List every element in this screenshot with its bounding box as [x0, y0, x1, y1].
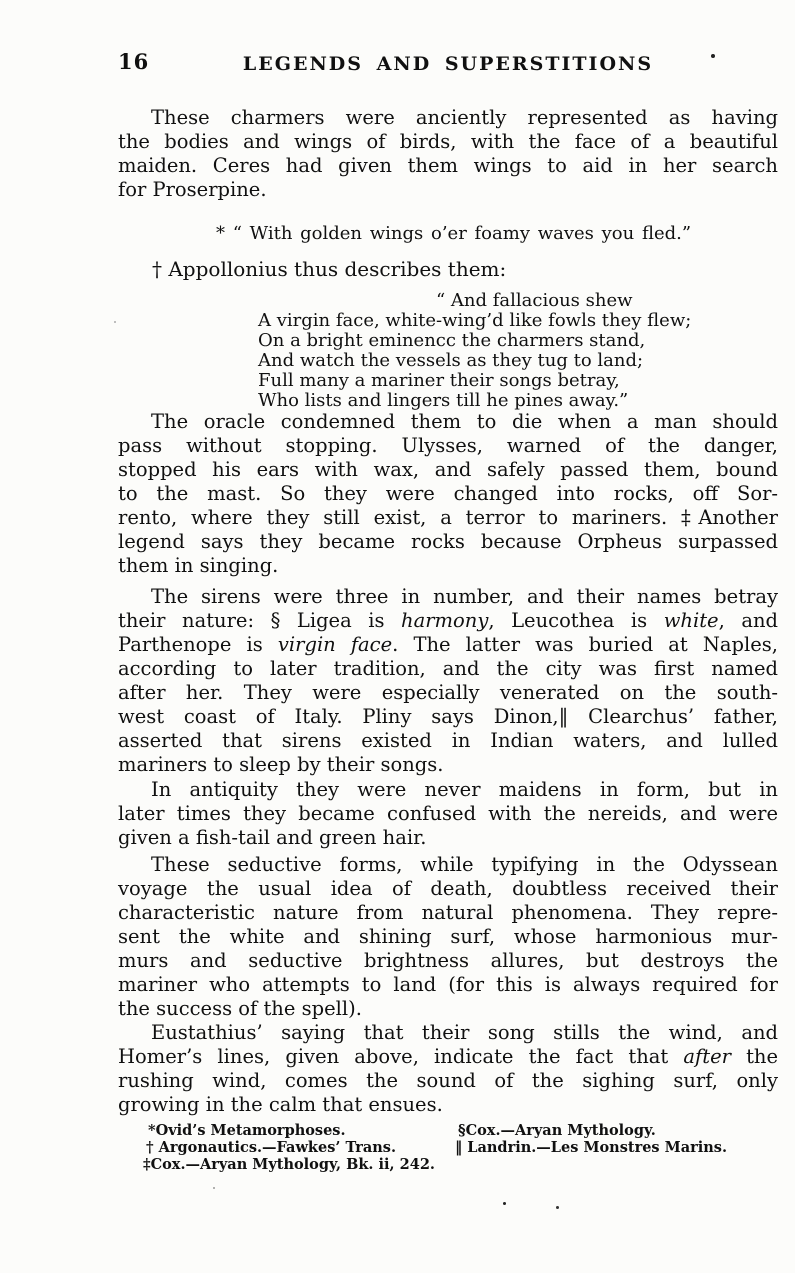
scan-artifact-dot — [503, 1202, 506, 1205]
appollonius-lead-in — [118, 256, 778, 282]
text-line: given a fish-tail and green hair. — [118, 826, 427, 849]
text-line: growing in the calm that ensues. — [118, 1093, 443, 1116]
footnote-double-dagger: ‡Cox.—Aryan Mythology, Bk. ii, 242. — [143, 1156, 435, 1173]
text-line: In antiquity they were never maidens in form, but in — [151, 778, 778, 801]
scan-artifact-dot — [711, 54, 715, 58]
text-line: later times they became confused with the nereids, and were — [118, 802, 778, 825]
text-line: Parthenope is virgin face. The latter was buried at Naples, — [118, 633, 779, 656]
running-title: LEGENDS AND SUPERSTITIONS — [242, 53, 654, 75]
text-line: for Proserpine. — [118, 178, 267, 201]
text-line: Eustathius’ saying that their song stills the wind, and — [151, 1021, 778, 1044]
paragraph-3 — [118, 585, 778, 777]
paragraph-5 — [118, 853, 778, 1021]
text-line: west coast of Italy. Pliny says Dinon,‖ Clearchus’ father, — [118, 705, 778, 728]
poem-block — [258, 291, 778, 411]
text-line: according to later tradition, and the city was first named — [118, 657, 778, 680]
text-line: rento, where they still exist, a terror to mariners. ‡Another — [118, 506, 778, 529]
scan-artifact-dot — [213, 1187, 215, 1189]
text-line: voyage the usual idea of death, doubtless received their — [118, 877, 778, 900]
text-line: rushing wind, comes the sound of the sighing surf, only — [118, 1069, 778, 1092]
scan-artifact-dot — [114, 321, 116, 323]
poem-line: On a bright eminencc the charmers stand, — [258, 330, 646, 351]
footnote-asterisk: *Ovid’s Metamorphoses. — [148, 1122, 346, 1139]
text-line: pass without stopping. Ulysses, warned of the danger, — [118, 434, 778, 457]
text-line: The oracle condemned them to die when a man should — [151, 410, 778, 433]
text-line: after her. They were especially venerated on the south- — [118, 681, 778, 704]
poem-line: Full many a mariner their songs betray, — [258, 370, 620, 391]
paragraph-2 — [118, 410, 778, 578]
paragraph-6 — [118, 1021, 778, 1117]
paragraph-4 — [118, 778, 778, 850]
text-line: mariner who attempts to land (for this is always required for — [118, 973, 778, 996]
paragraph-1 — [118, 106, 778, 202]
poem-line: Who lists and lingers till he pines away.” — [258, 390, 629, 411]
text-line: to the mast. So they were changed into rocks, off Sor- — [118, 482, 778, 505]
text-line: the bodies and wings of birds, with the face of a beautiful — [118, 130, 778, 153]
footnote-dagger: † Argonautics.—Fawkes’ Trans. — [146, 1139, 396, 1156]
poem-line: “ And fallacious shew — [436, 290, 633, 311]
text-line: † Appollonius thus describes them: — [152, 257, 507, 281]
text-line: murs and seductive brightness allures, but destroys the — [118, 949, 778, 972]
text-line: characteristic nature from natural phenomena. They repre- — [118, 901, 778, 924]
text-line: sent the white and shining surf, whose harmonious mur- — [118, 925, 778, 948]
text-line: their nature: § Ligea is harmony, Leucothea is white, and — [118, 609, 778, 632]
text-line: These seductive forms, while typifying in the Odyssean — [151, 853, 778, 876]
quote-line: * “ With golden wings o’er foamy waves you fled.” — [216, 223, 692, 244]
text-line: the success of the spell). — [118, 997, 362, 1020]
text-line: The sirens were three in number, and their names betray — [151, 585, 778, 608]
page-number: 16 — [118, 49, 150, 74]
text-line: stopped his ears with wax, and safely passed them, bound — [118, 458, 778, 481]
text-line: Homer’s lines, given above, indicate the fact that after the — [118, 1045, 779, 1068]
text-line: them in singing. — [118, 554, 279, 577]
text-line: maiden. Ceres had given them wings to aid in her search — [118, 154, 778, 177]
scan-artifact-dot — [556, 1206, 559, 1209]
poem-line: And watch the vessels as they tug to land; — [258, 350, 644, 371]
footnote-section: §Cox.—Aryan Mythology. — [458, 1122, 656, 1139]
verse-quote-single — [118, 222, 778, 246]
footnote-parallel: ‖ Landrin.—Les Monstres Marins. — [455, 1139, 727, 1156]
poem-line: A virgin face, white-wing’d like fowls they flew; — [258, 310, 692, 331]
text-line: legend says they became rocks because Orpheus surpassed — [118, 530, 778, 553]
text-line: These charmers were anciently represented as having — [151, 106, 778, 129]
text-line: asserted that sirens existed in Indian waters, and lulled — [118, 729, 778, 752]
text-line: mariners to sleep by their songs. — [118, 753, 444, 776]
